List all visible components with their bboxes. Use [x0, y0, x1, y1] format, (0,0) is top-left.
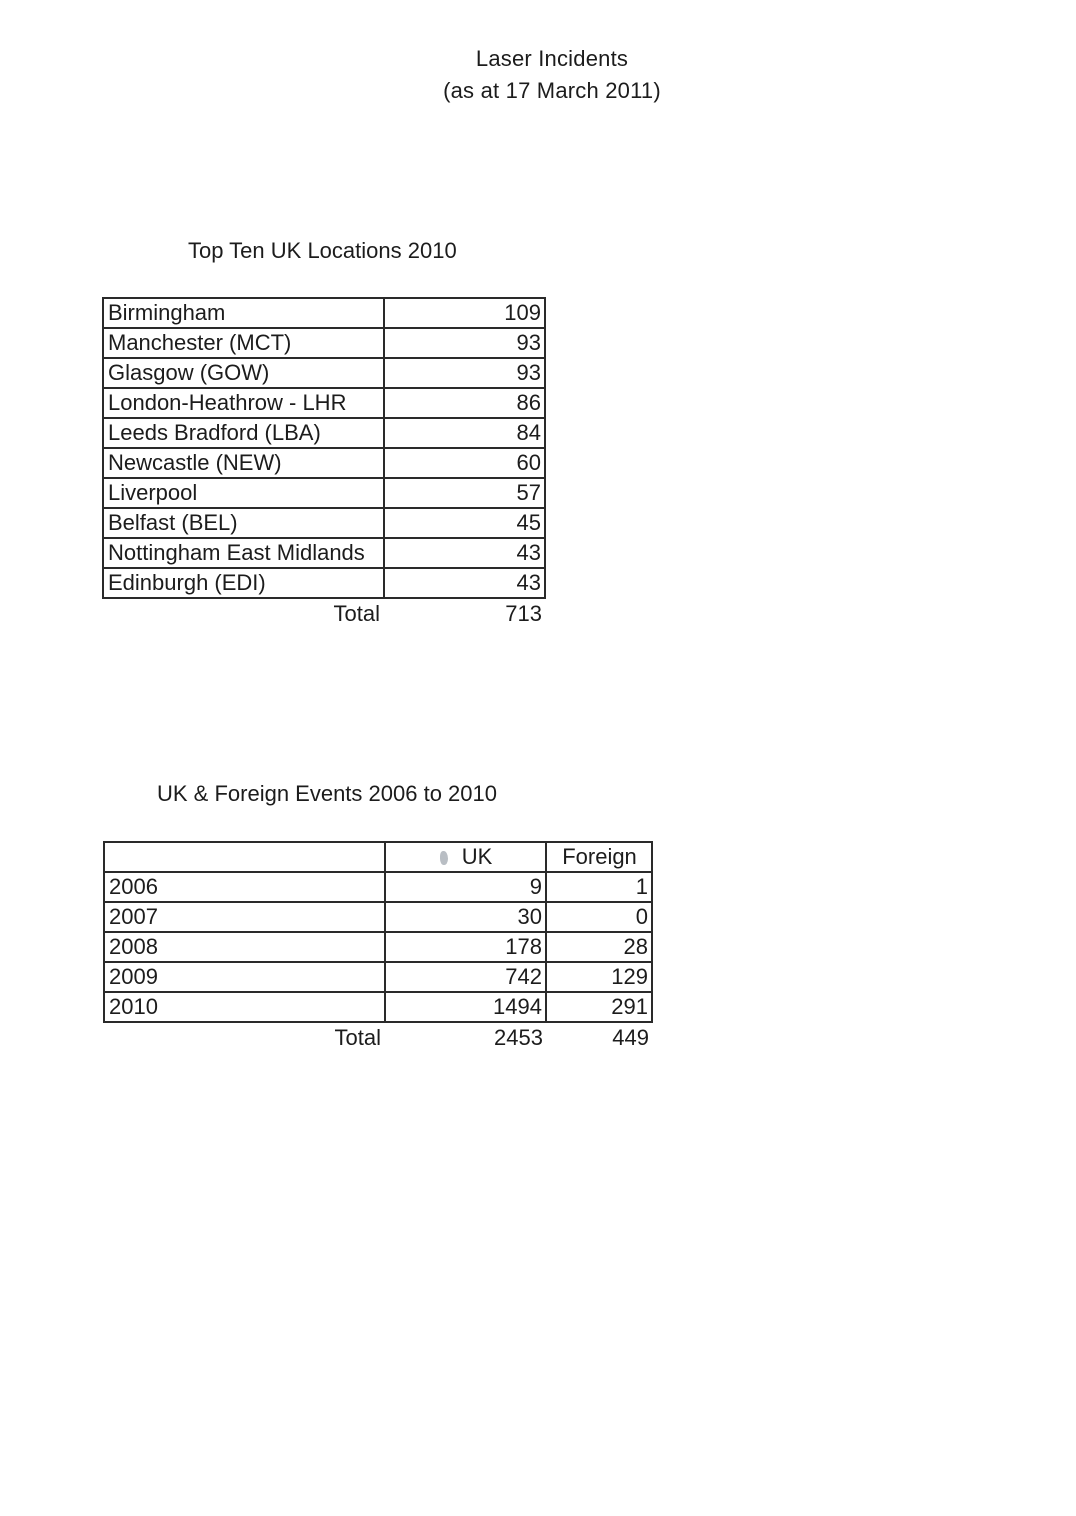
- location-count: 57: [384, 478, 545, 508]
- uk-count: 30: [385, 902, 546, 932]
- table-header-row: [104, 842, 652, 872]
- table-row: [103, 358, 545, 388]
- foreign-count: 0: [546, 902, 652, 932]
- location-count: 86: [384, 388, 545, 418]
- location-name: Nottingham East Midlands: [103, 538, 384, 568]
- table-row: [103, 538, 545, 568]
- column-header-uk: [385, 842, 546, 872]
- locations-section-title: Top Ten UK Locations 2010: [188, 238, 457, 263]
- location-count: 93: [384, 328, 545, 358]
- table-row: [103, 388, 545, 418]
- location-count: 60: [384, 448, 545, 478]
- table-row: [103, 328, 545, 358]
- year-cell: 2007: [104, 902, 385, 932]
- table-row: [104, 992, 652, 1022]
- location-name: Birmingham: [103, 298, 384, 328]
- uk-count: 9: [385, 872, 546, 902]
- column-header-foreign: Foreign: [546, 842, 652, 872]
- total-row: [104, 1022, 652, 1052]
- location-count: 43: [384, 538, 545, 568]
- total-row: [103, 598, 545, 628]
- location-name: London-Heathrow - LHR: [103, 388, 384, 418]
- location-name: Leeds Bradford (LBA): [103, 418, 384, 448]
- table-row: [103, 448, 545, 478]
- total-value: 713: [505, 601, 542, 626]
- table-row: [104, 872, 652, 902]
- location-name: Liverpool: [103, 478, 384, 508]
- location-count: 84: [384, 418, 545, 448]
- table-row: [104, 962, 652, 992]
- total-label: Total: [333, 601, 380, 626]
- uk-count: 742: [385, 962, 546, 992]
- table-row: [103, 418, 545, 448]
- document-subtitle: (as at 17 March 2011): [443, 78, 661, 103]
- location-name: Manchester (MCT): [103, 328, 384, 358]
- foreign-count: 291: [546, 992, 652, 1022]
- document-title: Laser Incidents: [475, 46, 629, 71]
- table-row: [104, 902, 652, 932]
- location-count: 45: [384, 508, 545, 538]
- uk-count: 178: [385, 932, 546, 962]
- total-label: Total: [334, 1025, 381, 1050]
- table-row: [103, 568, 545, 598]
- year-cell: 2010: [104, 992, 385, 1022]
- column-header-blank: [104, 842, 385, 872]
- location-name: Edinburgh (EDI): [103, 568, 384, 598]
- document-header: [0, 43, 1076, 107]
- location-count: 43: [384, 568, 545, 598]
- location-name: Belfast (BEL): [103, 508, 384, 538]
- location-name: Glasgow (GOW): [103, 358, 384, 388]
- scan-smudge: [440, 851, 448, 865]
- events-table: [103, 841, 653, 1052]
- total-foreign: 449: [612, 1025, 649, 1050]
- locations-table: [102, 297, 546, 628]
- total-uk: 2453: [494, 1025, 543, 1050]
- uk-count: 1494: [385, 992, 546, 1022]
- year-cell: 2009: [104, 962, 385, 992]
- foreign-count: 1: [546, 872, 652, 902]
- year-cell: 2008: [104, 932, 385, 962]
- foreign-count: 129: [546, 962, 652, 992]
- year-cell: 2006: [104, 872, 385, 902]
- table-row: [103, 298, 545, 328]
- table-row: [104, 932, 652, 962]
- table-row: [103, 478, 545, 508]
- foreign-count: 28: [546, 932, 652, 962]
- column-header-uk-label: UK: [461, 844, 493, 869]
- location-name: Newcastle (NEW): [103, 448, 384, 478]
- table-row: [103, 508, 545, 538]
- location-count: 93: [384, 358, 545, 388]
- location-count: 109: [384, 298, 545, 328]
- events-section-title: UK & Foreign Events 2006 to 2010: [157, 781, 497, 806]
